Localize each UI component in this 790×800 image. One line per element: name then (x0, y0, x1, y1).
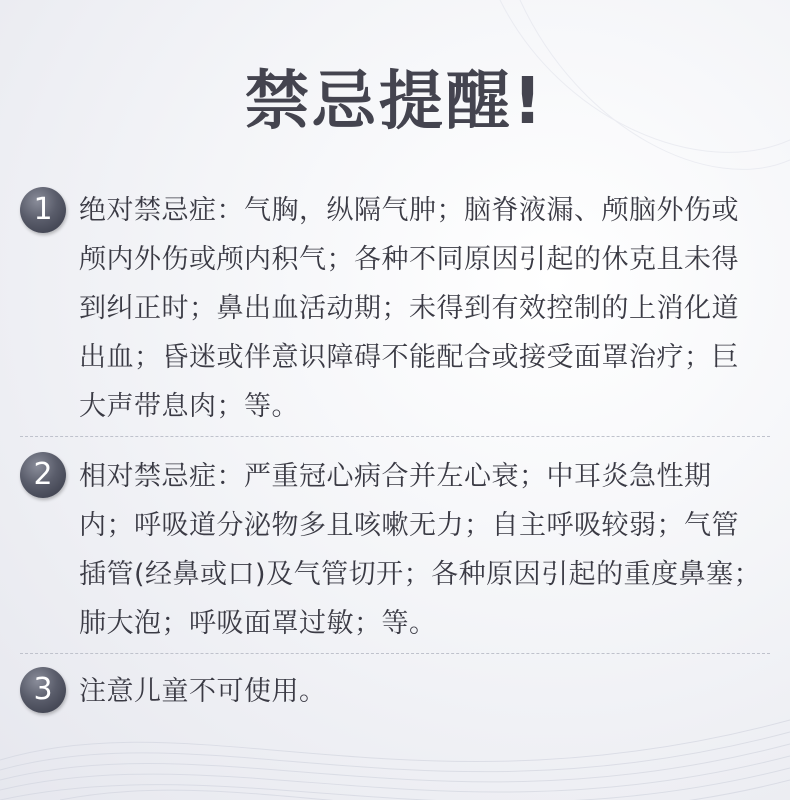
contraindication-item-1 (20, 186, 770, 431)
number-badge: 3 (20, 667, 66, 713)
dashed-divider (20, 436, 770, 437)
item-text: 注意儿童不可使用。 (79, 676, 327, 707)
contraindication-item-3 (20, 667, 770, 717)
page-title: 禁忌提醒! (244, 65, 546, 139)
number-badge: 1 (20, 187, 66, 233)
item-text: 相对禁忌症：严重冠心病合并左心衰；中耳炎急性期内；呼吸道分泌物多且咳嗽无力；自主呼吸较弱；气管插管(经鼻或口)及气管切开；各种原因引起的重度鼻塞；肺大泡；呼吸面罩过敏；等。 (79, 461, 762, 639)
item-text: 绝对禁忌症：气胸，纵隔气肿；脑脊液漏、颅脑外伤或颅内外伤或颅内积气；各种不同原因引起的休克且未得到纠正时；鼻出血活动期；未得到有效控制的上消化道出血；昏迷或伴意识障碍不能配合或接受面罩治疗；巨大声带息肉；等。 (79, 195, 739, 422)
dashed-divider (20, 653, 770, 654)
number-badge: 2 (20, 452, 66, 498)
contraindication-item-2 (20, 452, 770, 652)
